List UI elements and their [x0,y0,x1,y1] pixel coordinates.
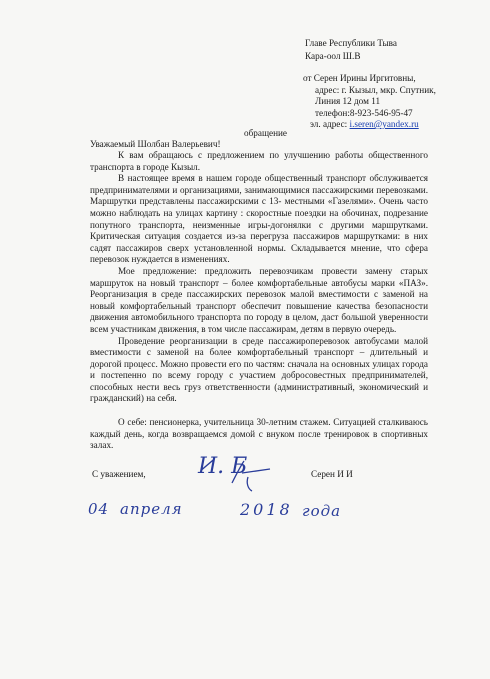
handwritten-date-month: апреля [120,500,183,518]
handwritten-date-word: года [302,502,342,520]
letter-body [90,150,428,452]
signature-flourish-icon [222,455,272,493]
handwritten-date-year: 2018 [240,500,293,519]
sender-email-row [310,119,419,131]
sender-phone: телефон:8-923-546-95-47 [315,108,413,118]
signer-name: Серен И И [311,469,353,479]
recipient-line-1: Главе Республики Тыва [305,38,397,48]
sender-email-link[interactable]: i.seren@yandex.ru [349,119,419,129]
document-type: обращение [244,128,288,138]
paragraph-intro: К вам обращаюсь с предложением по улучшению работы общественного транспорта в городе Кызыл. [90,150,428,172]
paragraph-implementation: Проведение реорганизации в среде пассажироперевозок автобусами малой вместимости с заменой на более комфортабельный транспорт – длительный и дорогой процесс. Можно провести его по частям: сначала на основных улицах города и постепенно по всему городу с участием добросовестных предпринимателей, способных нести весь груз ответственности (административный, экономический и гражданский) на себя. [90,335,428,404]
paragraph-about-self: О себе: пенсионерка, учительница 30-летним стажем. Ситуацией сталкиваюсь каждый день, когда возвращаемся домой с внуком после тренировок в спортивных залах. [90,417,428,451]
sender-from: от Серен Ирины Иргитовны, [303,73,416,83]
sender-address-1: адрес: г. Кызыл, мкр. Спутник, [315,85,436,95]
salutation: Уважаемый Шолбан Валерьевич! [90,139,221,149]
paragraph-proposal: Мое предложение: предложить перевозчикам провести замену старых маршруток на новый транспорт – более комфортабельные автобусы марки «ПАЗ». Реорганизация в среде пассажирских перевозок малой вместимости с заменой на новый комфортабельный транспорт обеспечит повышение качества безопасности движения автомобильного транспорта по городу в целом, даст большой уверенности всем участникам движения, в том числе пассажирам, детям в первую очередь. [90,265,428,334]
sender-email-label: эл. адрес: [310,119,348,129]
recipient-line-2: Кара-оол Ш.В [305,51,361,61]
closing: С уважением, [92,469,146,479]
sender-address-2: Линия 12 дом 11 [315,96,381,106]
paragraph-situation: В настоящее время в нашем городе общественный транспорт обслуживается предпринимателями и организациями, занимающимися пассажирскими перевозками. Маршрутки представлены пассажирскими с 13- местными «Газелями». Очень часто можно наблюдать на улицах картину : скоростные поездки на обочинах, подрезание попутного транспорта, неизменные игры-догонялки с другими маршрутками. Критическая ситуация создается из-за перегруза пассажиров маршрутками: в них садят пассажиров сверх установленной нормы. Складывается мнение, что сфера перевозок нуждается в изменениях. [90,173,428,265]
handwritten-signature: И. Б [198,454,248,479]
handwritten-date-day: 04 [88,500,110,518]
